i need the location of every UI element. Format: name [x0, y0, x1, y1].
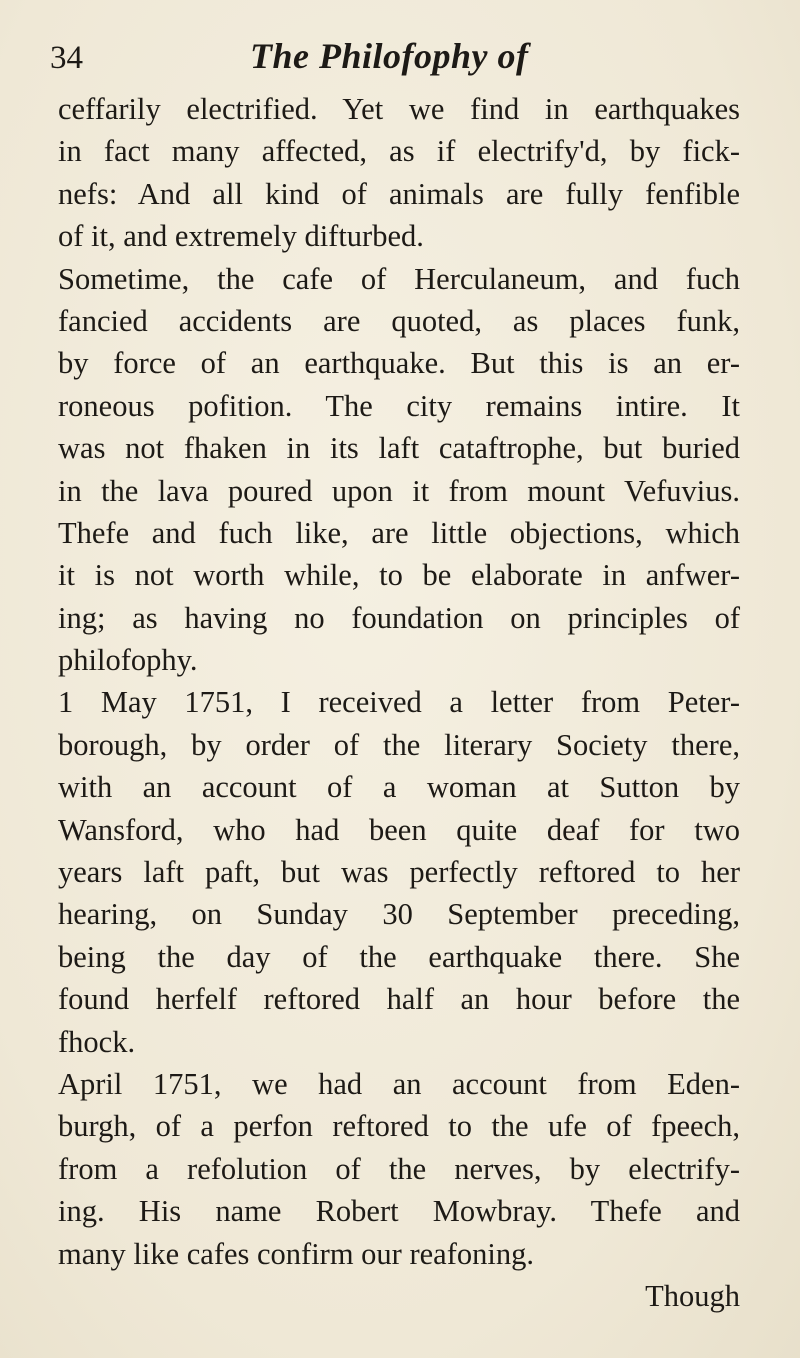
- text-line: fancied accidents are quoted, as places funk,: [58, 303, 740, 338]
- text-line: many like cafes confirm our reafoning.: [58, 1236, 534, 1271]
- page-header: [50, 34, 710, 94]
- text-line: roneous pofition. The city remains intire. It: [58, 388, 740, 423]
- text-line: it is not worth while, to be elaborate in anfwer-: [58, 558, 740, 593]
- text-line: nefs: And all kind of animals are fully fenfible: [58, 176, 740, 211]
- text-line: fhock.: [58, 1024, 136, 1059]
- text-line: found herfelf reftored half an hour before the: [58, 982, 740, 1017]
- running-title: The Philofophy of: [250, 36, 529, 76]
- text-line: 1 May 1751, I received a letter from Peter-: [58, 685, 740, 720]
- text-line: years laft paft, but was perfectly reftored to her: [58, 855, 740, 890]
- text-line: ceffarily electrified. Yet we find in earthquakes: [58, 92, 740, 126]
- text-line: ing. His name Robert Mowbray. Thefe and: [58, 1194, 740, 1229]
- text-line: April 1751, we had an account from Eden-: [58, 1066, 740, 1101]
- text-line: hearing, on Sunday 30 September preceding,: [58, 897, 740, 932]
- text-line: being the day of the earthquake there. She: [58, 939, 740, 974]
- text-line: in the lava poured upon it from mount Vefuvius.: [58, 473, 740, 508]
- text-line: by force of an earthquake. But this is an er-: [58, 346, 740, 381]
- body-text: [58, 88, 740, 1317]
- text-line: Thefe and fuch like, are little objections, which: [58, 515, 740, 550]
- text-line: burgh, of a perfon reftored to the ufe of fpeech,: [58, 1109, 740, 1144]
- text-line: in fact many affected, as if electrify'd, by fick-: [58, 134, 740, 169]
- page-number: 34: [50, 40, 83, 76]
- text-line: ing; as having no foundation on principles of: [58, 600, 740, 635]
- text-line: from a refolution of the nerves, by electrify-: [58, 1151, 740, 1186]
- text-line: was not fhaken in its laft cataftrophe, but buried: [58, 431, 740, 466]
- text-line: Wansford, who had been quite deaf for two: [58, 812, 740, 847]
- text-line: philofophy.: [58, 643, 198, 678]
- catchword: Though: [645, 1278, 740, 1313]
- text-line: of it, and extremely difturbed.: [58, 219, 424, 254]
- text-line: borough, by order of the literary Society there,: [58, 727, 740, 762]
- text-line: Sometime, the cafe of Herculaneum, and fuch: [58, 261, 740, 296]
- text-line: with an account of a woman at Sutton by: [58, 770, 740, 805]
